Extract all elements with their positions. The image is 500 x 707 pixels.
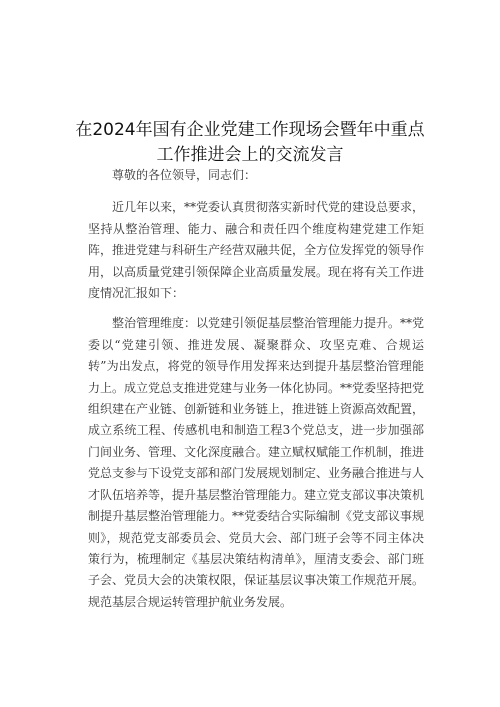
- salutation: 尊敬的各位领导，同志们：: [112, 168, 257, 182]
- document-title: [0, 118, 500, 168]
- title-line-1: 在2024年国有企业党建工作现场会暨年中重点: [75, 120, 425, 140]
- paragraph-intro: 近几年以来，**党委认真贯彻落实新时代党的建设总要求，坚持从整治管理、能力、融合和责任四个维度构建党建工作矩阵，推进党建与科研生产经营双融共促，全方位发挥党的领导作用，以高质量党建引领保障企业高质量发展。现在将有关工作进度情况汇报如下：: [88, 200, 425, 301]
- title-line-2: 工作推进会上的交流发言: [156, 145, 344, 165]
- paragraph-governance: 整治管理维度：以党建引领促基层整治管理能力提升。**党委以“党建引领、推进发展、凝聚群众、攻坚克难、合规运转”为出发点，将党的领导作用发挥来达到提升基层整治管理能力上。成立党总支推进党建与业务一体化协同。**党委坚持把党组织建在产业链、创新链和业务链上，推进链上资源高效配置，成立系统工程、传感机电和制造工程3个党总支，进一步加强部门间业务、管理、文化深度融合。建立赋权赋能工作机制，推进党总支参与下设党支部和部门发展规划制定、业务融合推进与人才队伍培养等，提升基层整治管理能力。建立党支部议事决策机制提升基层整治管理能力。**党委结合实际编制《党支部议事规则》，规范党支部委员会、党员大会、部门班子会等不同主体决策行为，梳理制定《基层决策结构清单》，厘清支委会、部门班子会、党员大会的决策权限，保证基层议事决策工作规范开展。规范基层合规运转管理护航业务发展。: [88, 316, 425, 609]
- document-body: [88, 165, 424, 622]
